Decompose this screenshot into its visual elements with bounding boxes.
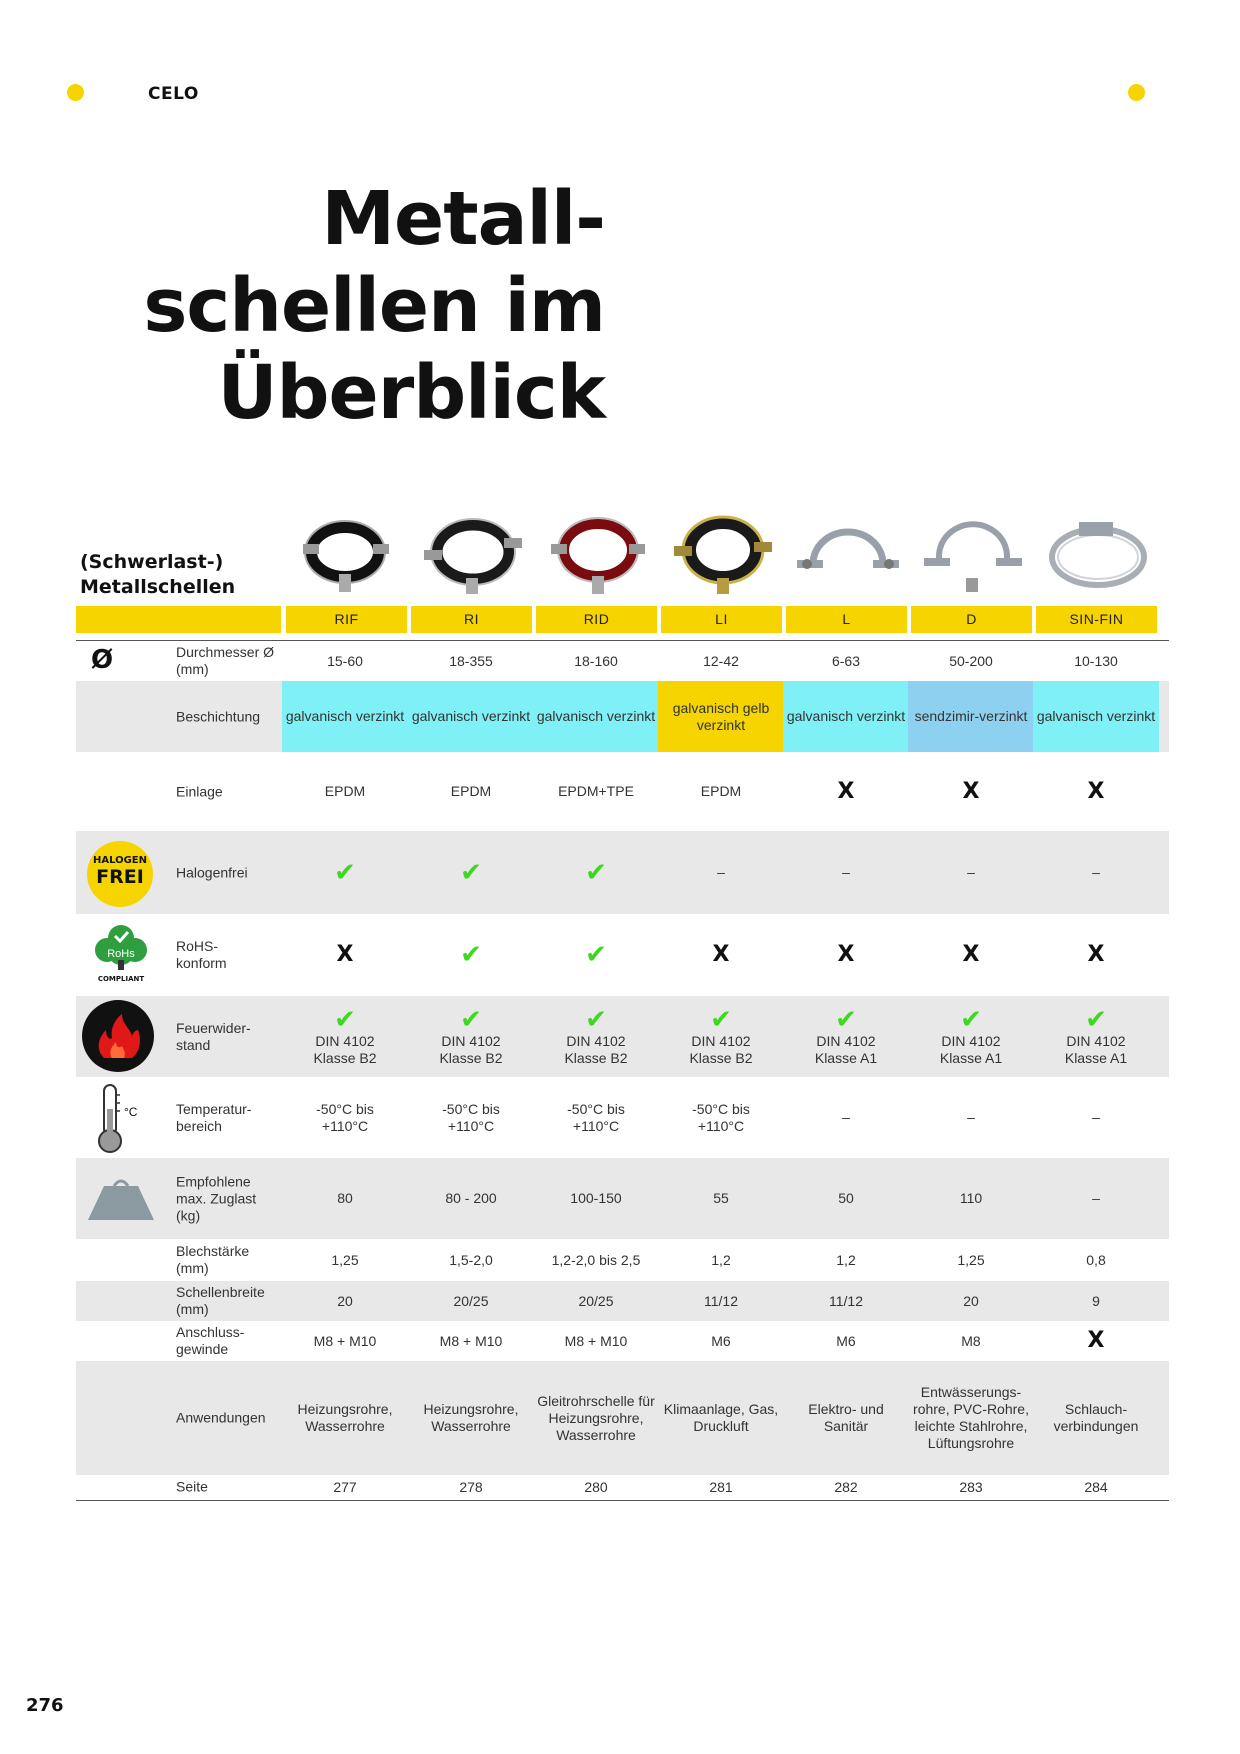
check-icon: ✔ <box>960 1004 982 1035</box>
cell-line: -50°C bis <box>316 1100 374 1117</box>
row-label: Schellenbreite (mm) <box>176 1284 265 1317</box>
thermometer-shape-icon <box>90 1083 130 1155</box>
column-header-ri: RI <box>411 606 532 633</box>
row-zuglast <box>76 1158 1169 1239</box>
cell: 11/12 <box>704 1292 738 1309</box>
cell-line: -50°C bis <box>442 1100 500 1117</box>
cell <box>282 831 408 914</box>
column-header-sin-fin: SIN-FIN <box>1036 606 1157 633</box>
cell: 15-60 <box>327 652 363 669</box>
row-anschlussgewinde <box>76 1321 1169 1361</box>
check-icon: ✔ <box>460 857 482 888</box>
cell: 11/12 <box>829 1292 863 1309</box>
cell: 18-355 <box>449 652 493 669</box>
cell: EPDM+TPE <box>558 783 634 799</box>
cell: 20 <box>337 1292 353 1309</box>
row-blechstaerke <box>76 1239 1169 1281</box>
cell-line: -50°C bis <box>692 1100 750 1117</box>
cell-line: +110°C <box>697 1117 745 1134</box>
column-header-li: LI <box>661 606 782 633</box>
cell <box>658 1077 784 1158</box>
cell <box>783 996 909 1077</box>
rohs-tree-icon <box>90 924 152 970</box>
cell-line: Klasse A1 <box>939 1049 1003 1066</box>
product-image-sin-fin <box>1043 512 1153 602</box>
cell: galvanisch verzinkt <box>1033 681 1159 752</box>
x-mark-icon: X <box>712 942 730 967</box>
cell <box>533 996 659 1077</box>
cell-line: DIN 4102 <box>691 1032 751 1049</box>
row-temperatur <box>76 1077 1169 1158</box>
cell: Gleitrohrschelle für Heizungsrohre, Wasserrohre <box>537 1392 655 1443</box>
cell-line: – <box>967 1109 975 1125</box>
halogen-free-icon <box>87 841 153 907</box>
row-label: Einlage <box>176 783 223 799</box>
x-mark-icon: X <box>336 942 354 967</box>
cell: EPDM <box>324 783 366 799</box>
rohs-compliant-icon <box>90 924 152 986</box>
cell: 1,5-2,0 <box>449 1251 493 1268</box>
cell-line: -50°C bis <box>567 1100 625 1117</box>
row-anwendungen <box>76 1361 1169 1475</box>
column-header-rid: RID <box>536 606 657 633</box>
cell <box>533 914 659 996</box>
cell <box>908 752 1034 831</box>
cell: galvanisch verzinkt <box>783 681 909 752</box>
cell: 80 <box>337 1190 353 1206</box>
cell: – <box>842 864 850 880</box>
column-header-d: D <box>911 606 1032 633</box>
row-label: Blechstärke (mm) <box>176 1243 250 1276</box>
cell: 110 <box>959 1190 983 1206</box>
page-ref-link[interactable]: 282 <box>834 1478 858 1495</box>
title-line-1: Metall- <box>321 176 605 262</box>
cell: 12-42 <box>703 652 739 669</box>
cell-line: DIN 4102 <box>441 1032 501 1049</box>
cell: M8 + M10 <box>564 1332 628 1349</box>
product-image-l <box>793 512 903 602</box>
cell: Heizungsrohre, Wasserrohre <box>297 1401 393 1434</box>
cell: 20/25 <box>578 1292 614 1309</box>
cell <box>282 1077 408 1158</box>
title-line-2: schellen im <box>143 263 605 349</box>
cell: galvanisch verzinkt <box>282 681 408 752</box>
cell <box>408 914 534 996</box>
cell: M8 + M10 <box>313 1332 377 1349</box>
table-bottom-rule <box>76 1500 1169 1501</box>
cell <box>1033 752 1159 831</box>
brand-label: CELO <box>148 84 199 104</box>
cell: 20 <box>963 1292 979 1309</box>
page-ref-link[interactable]: 280 <box>584 1478 608 1495</box>
row-durchmesser <box>76 641 1169 681</box>
cell: – <box>717 864 725 880</box>
table-label <box>80 550 235 600</box>
cell <box>408 831 534 914</box>
row-rohs <box>76 914 1169 996</box>
cell: M8 <box>961 1332 981 1349</box>
cell: 80 - 200 <box>445 1190 497 1206</box>
cell <box>908 996 1034 1077</box>
cell: 55 <box>713 1190 729 1206</box>
page-ref-link[interactable]: 277 <box>333 1478 357 1495</box>
row-label: RoHS-konform <box>176 938 227 971</box>
row-halogenfrei <box>76 831 1169 914</box>
rohs-compliant-text: COMPLIANT <box>97 975 145 983</box>
cell: EPDM <box>450 783 492 799</box>
fire-icon <box>82 1000 154 1072</box>
cell: sendzimir-verzinkt <box>908 681 1034 752</box>
cell-line: +110°C <box>447 1117 495 1134</box>
cell <box>908 914 1034 996</box>
cell-line: DIN 4102 <box>566 1032 626 1049</box>
product-image-li <box>668 512 778 602</box>
cell: 50 <box>838 1190 854 1206</box>
x-mark-icon: X <box>962 942 980 967</box>
cell <box>282 914 408 996</box>
flame-icon <box>82 1000 154 1072</box>
cell: M6 <box>836 1332 856 1349</box>
cell: Klimaanlage, Gas, Druckluft <box>663 1401 779 1434</box>
row-label: Durchmesser Ø (mm) <box>176 644 275 677</box>
halogen-icon-top-text: HALOGEN <box>92 855 148 866</box>
cell-line: Klasse B2 <box>313 1049 377 1066</box>
row-seite <box>76 1475 1169 1499</box>
cell: EPDM <box>700 783 742 799</box>
cell: 1,2-2,0 bis 2,5 <box>551 1251 641 1268</box>
cell <box>533 1077 659 1158</box>
cell-line: DIN 4102 <box>1066 1032 1126 1049</box>
product-image-d <box>918 512 1028 602</box>
cell <box>1033 1077 1159 1158</box>
cell: M6 <box>711 1332 731 1349</box>
page-ref-link[interactable]: 284 <box>1084 1478 1108 1495</box>
check-icon: ✔ <box>835 1004 857 1035</box>
cell: – <box>967 864 975 880</box>
row-label: Feuerwider-stand <box>176 1019 251 1053</box>
cell <box>408 996 534 1077</box>
cell-line: Klasse B2 <box>689 1049 753 1066</box>
check-icon: ✔ <box>585 940 607 970</box>
cell: 18-160 <box>574 652 618 669</box>
cell: M8 + M10 <box>439 1332 503 1349</box>
check-icon: ✔ <box>460 940 482 970</box>
product-image-ri <box>418 512 528 602</box>
cell <box>533 831 659 914</box>
cell: 20/25 <box>453 1292 489 1309</box>
cell: 10-130 <box>1074 652 1118 669</box>
cell <box>282 996 408 1077</box>
table-label-line-1: (Schwerlast-) <box>80 551 224 573</box>
yellow-dot-right <box>1128 84 1145 101</box>
check-icon: ✔ <box>334 1004 356 1035</box>
title-line-3: Überblick <box>217 350 605 436</box>
cell-line: Klasse A1 <box>1064 1049 1128 1066</box>
row-label: Empfohlene max. Zuglast (kg) <box>176 1173 257 1223</box>
cell <box>783 1077 909 1158</box>
cell: – <box>1092 1190 1100 1206</box>
check-icon: ✔ <box>334 857 356 888</box>
row-feuerwiderstand <box>76 996 1169 1077</box>
product-image-rid <box>543 512 653 602</box>
x-mark-icon: X <box>1087 942 1105 967</box>
page-title <box>100 176 605 437</box>
halogen-icon-bottom-text: FREI <box>96 866 144 888</box>
column-header-rif: RIF <box>286 606 407 633</box>
cell: – <box>1092 864 1100 880</box>
cell: Schlauch-verbindungen <box>1053 1401 1139 1434</box>
cell <box>408 1077 534 1158</box>
product-image-rif <box>293 512 403 602</box>
page-ref-link[interactable]: 278 <box>459 1478 483 1495</box>
row-label: Temperatur-bereich <box>176 1100 252 1134</box>
cell <box>658 914 784 996</box>
thermometer-icon <box>90 1083 150 1155</box>
x-mark-icon: X <box>1087 1328 1105 1353</box>
page-number: 276 <box>26 1695 64 1716</box>
column-header-l: L <box>786 606 907 633</box>
cell-line: – <box>1092 1109 1100 1125</box>
cell: 1,25 <box>331 1251 359 1268</box>
cell: Heizungsrohre, Wasserrohre <box>423 1401 519 1434</box>
cell <box>783 752 909 831</box>
cell: 0,8 <box>1086 1251 1106 1268</box>
cell-line: DIN 4102 <box>941 1032 1001 1049</box>
row-beschichtung <box>76 681 1169 752</box>
weight-shape-icon <box>86 1176 156 1222</box>
row-label: Anwendungen <box>176 1409 266 1426</box>
cell: 1,25 <box>957 1251 985 1268</box>
x-mark-icon: X <box>837 942 855 967</box>
cell-line: +110°C <box>572 1117 620 1134</box>
cell: Entwässerungs-rohre, PVC-Rohre, leichte Stahlrohre, Lüftungsrohre <box>913 1384 1029 1451</box>
cell: 9 <box>1092 1292 1100 1309</box>
cell-line: DIN 4102 <box>816 1032 876 1049</box>
cell: 50-200 <box>949 652 993 669</box>
cell-line: Klasse B2 <box>564 1049 628 1066</box>
cell <box>783 914 909 996</box>
table-label-line-2: Metallschellen <box>80 576 236 598</box>
check-icon: ✔ <box>460 1004 482 1035</box>
check-icon: ✔ <box>1085 1004 1107 1035</box>
cell-line: +110°C <box>321 1117 369 1134</box>
x-mark-icon: X <box>1087 778 1105 804</box>
row-einlage <box>76 752 1169 831</box>
cell <box>658 996 784 1077</box>
cell: galvanisch gelb verzinkt <box>658 681 784 752</box>
cell <box>908 1077 1034 1158</box>
cell: 1,2 <box>711 1251 731 1268</box>
cell: galvanisch verzinkt <box>533 681 659 752</box>
temp-unit-label: °C <box>124 1105 138 1119</box>
cell: 1,2 <box>836 1251 856 1268</box>
cell-line: Klasse B2 <box>439 1049 503 1066</box>
page-ref-link[interactable]: 283 <box>959 1478 983 1495</box>
cell: 100-150 <box>570 1190 622 1206</box>
weight-icon <box>86 1176 156 1222</box>
cell: 6-63 <box>831 652 861 669</box>
row-label: Beschichtung <box>176 708 261 724</box>
x-mark-icon: X <box>962 778 980 804</box>
cell <box>1033 914 1159 996</box>
cell-line: Klasse A1 <box>814 1049 878 1066</box>
row-schellenbreite <box>76 1281 1169 1321</box>
cell <box>1033 996 1159 1077</box>
check-icon: ✔ <box>710 1004 732 1035</box>
header-label-cell <box>76 606 281 633</box>
cell: galvanisch verzinkt <box>408 681 534 752</box>
cell-line: – <box>842 1109 850 1125</box>
check-icon: ✔ <box>585 1004 607 1035</box>
page-ref-link[interactable]: 281 <box>709 1478 733 1495</box>
rohs-icon-text: RoHs <box>107 948 135 960</box>
yellow-dot-left <box>67 84 84 101</box>
check-icon: ✔ <box>585 857 607 888</box>
row-label: Anschluss-gewinde <box>176 1324 245 1357</box>
row-label: Halogenfrei <box>176 864 248 880</box>
cell-line: DIN 4102 <box>315 1032 375 1049</box>
cell <box>1033 1321 1159 1361</box>
cell: Elektro- und Sanitär <box>808 1401 884 1434</box>
x-mark-icon: X <box>837 778 855 804</box>
diameter-icon: Ø <box>91 645 114 675</box>
row-label: Seite <box>176 1478 208 1495</box>
